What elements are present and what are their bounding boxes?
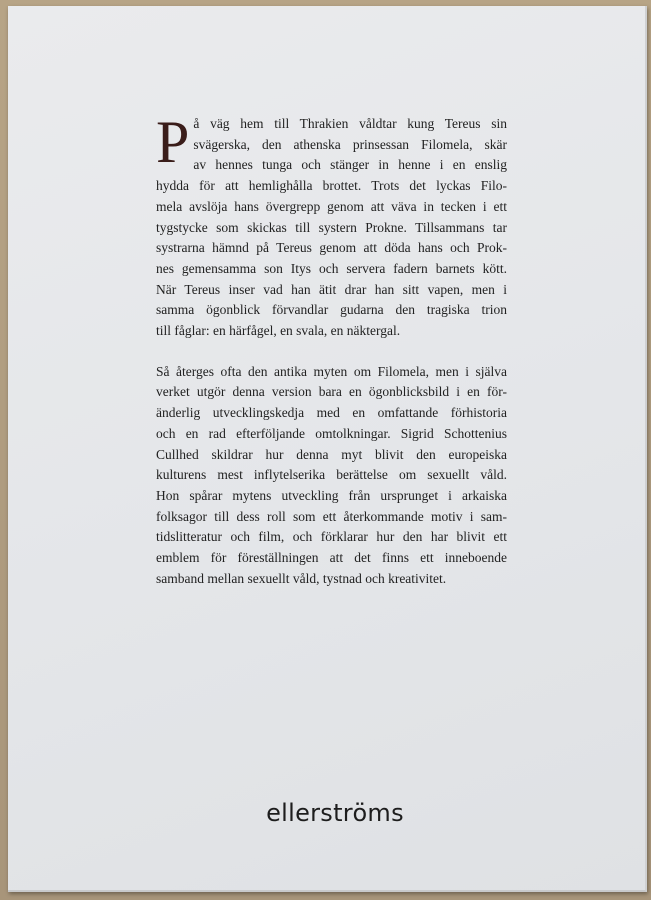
text-line: Hon spårar mytens utveckling från ursprunget i arkaiska (156, 487, 507, 503)
text-line: och en rad efterföljande omtolkningar. Sigrid Schottenius (156, 425, 507, 441)
book-back-cover (8, 6, 647, 892)
drop-cap: P (156, 109, 190, 175)
text-line: emblem för föreställningen att det finns ett inneboende (156, 550, 507, 566)
text-line: tygstycke som skickas till systern Prokne. Tillsammans tar (156, 219, 507, 235)
blurb-paragraph-1 (156, 109, 507, 342)
text-line: svägerska, den athenska prinsessan Filomela, skär (193, 136, 507, 152)
blurb-text (156, 109, 507, 589)
text-line: systrarna hämnd på Tereus genom att döda hans och Prok- (156, 240, 507, 256)
text-line: till fåglar: en härfågel, en svala, en näktergal. (156, 323, 401, 339)
text-line: samma ögonblick förvandlar gudarna den tragiska trion (156, 302, 507, 318)
text-line: å väg hem till Thrakien våldtar kung Tereus sin (193, 116, 507, 131)
text-line: När Tereus inser vad han ätit drar han sitt vapen, men i (156, 281, 507, 297)
publisher-logo: ellerströms (266, 799, 404, 827)
text-line: hydda för att hemlighålla brottet. Trots det lyckas Filo- (156, 178, 507, 194)
text-line: verket utgör denna version bara en ögonblicksbild i en för- (156, 384, 507, 400)
text-line: mela avslöja hans övergrepp genom att väva in tecken i ett (156, 198, 507, 214)
text-line: av hennes tunga och stänger in henne i en enslig (193, 157, 507, 173)
text-line: tidslitteratur och film, och förklarar hur den har blivit ett (156, 529, 507, 545)
text-line: folksagor till dess roll som ett återkommande motiv i sam- (156, 508, 507, 524)
text-line: Så återges ofta den antika myten om Filomela, men i själva (156, 363, 507, 379)
text-line: nes gemensamma son Itys och servera fadern barnets kött. (156, 260, 507, 276)
blurb-paragraph-2 (156, 362, 507, 590)
text-line: kulturens mest inflytelserika berättelse om sexuellt våld. (156, 467, 507, 483)
text-line: änderlig utvecklingskedja med en omfattande förhistoria (156, 405, 507, 421)
text-line: Cullhed skildrar hur denna myt blivit den europeiska (156, 446, 507, 462)
text-line: samband mellan sexuellt våld, tystnad och kreativitet. (156, 570, 447, 586)
